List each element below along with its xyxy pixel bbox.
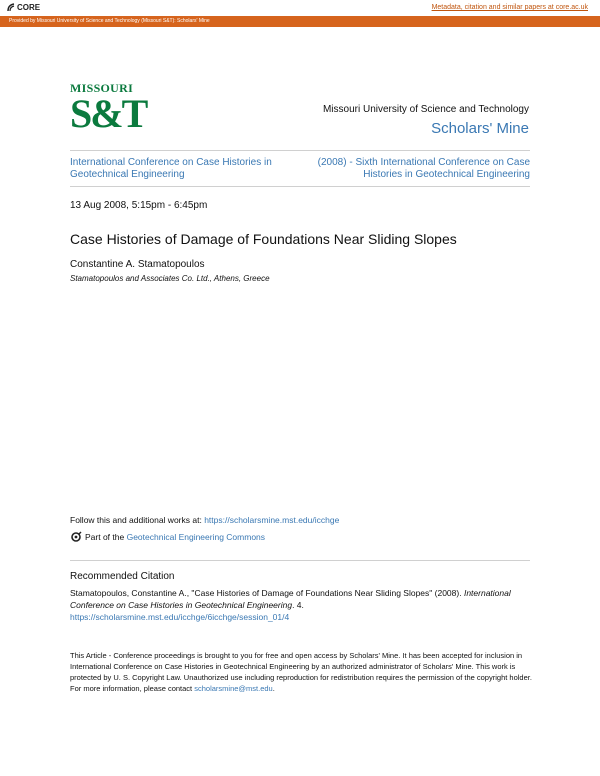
divider-series	[70, 186, 530, 187]
part-of-line	[70, 531, 265, 543]
citation-link[interactable]: https://scholarsmine.mst.edu/icchge/6icchge/session_01/4	[70, 612, 290, 622]
logo-top-text: MISSOURI	[70, 81, 134, 95]
repository-name[interactable]: Scholars' Mine	[431, 120, 529, 137]
core-metadata-link[interactable]: Metadata, citation and similar papers at core.ac.uk	[431, 4, 588, 11]
core-logo-icon	[7, 3, 16, 12]
notice-text: This Article - Conference proceedings is brought to you for free and open access by Scholars' Mine. It has been accepted for inclusion in International Conference on Case Histories in Geotechnical Engineering by an authorized administrator of Scholars' Mine. This work is protected by U. S. Copyright Law. Unauthorized use including reproduction for redistribution requires the permission of the copyright holder. For more information, please contact	[70, 651, 532, 693]
citation-journal: International Conference on Case Histories in Geotechnical Engineering	[70, 588, 511, 610]
follow-prefix: Follow this and additional works at:	[70, 515, 205, 525]
article-title: Case Histories of Damage of Foundations Near Sliding Slopes	[70, 231, 457, 247]
core-bar	[0, 0, 600, 16]
core-logo-text: CORE	[17, 3, 41, 12]
series-link-right[interactable]: (2008) - Sixth International Conference on Case Histories in Geotechnical Engineering	[317, 157, 530, 180]
citation-body	[70, 587, 530, 623]
provider-text: Provided by Missouri University of Science and Technology (Missouri S&T): Scholars' Mine	[9, 18, 210, 24]
missouri-st-logo	[70, 81, 147, 138]
notice-end: .	[272, 684, 275, 693]
citation-text: Stamatopoulos, Constantine A., "Case Histories of Damage of Foundations Near Sliding Slopes" (2008).	[70, 588, 462, 598]
citation-heading: Recommended Citation	[70, 571, 175, 582]
follow-line	[70, 515, 339, 525]
network-icon	[70, 531, 82, 543]
event-date: 13 Aug 2008, 5:15pm - 6:45pm	[70, 200, 208, 211]
logo-main-text: S&T	[70, 91, 147, 136]
citation-suffix: . 4.	[292, 600, 304, 610]
author-affiliation: Stamatopoulos and Associates Co. Ltd., Athens, Greece	[70, 274, 270, 283]
follow-link[interactable]: https://scholarsmine.mst.edu/icchge	[204, 515, 340, 525]
university-name: Missouri University of Science and Technology	[322, 104, 529, 115]
core-logo[interactable]	[7, 3, 40, 12]
contact-email-link[interactable]: scholarsmine@mst.edu	[194, 684, 273, 693]
commons-link[interactable]: Geotechnical Engineering Commons	[126, 532, 266, 542]
provider-bar	[0, 16, 600, 27]
series-link-left[interactable]: International Conference on Case Histories in Geotechnical Engineering	[70, 157, 272, 180]
divider-top	[70, 150, 530, 151]
access-notice	[70, 650, 540, 694]
author-name: Constantine A. Stamatopoulos	[70, 259, 205, 270]
part-of-prefix: Part of the	[85, 532, 127, 542]
divider-citation	[70, 560, 530, 561]
